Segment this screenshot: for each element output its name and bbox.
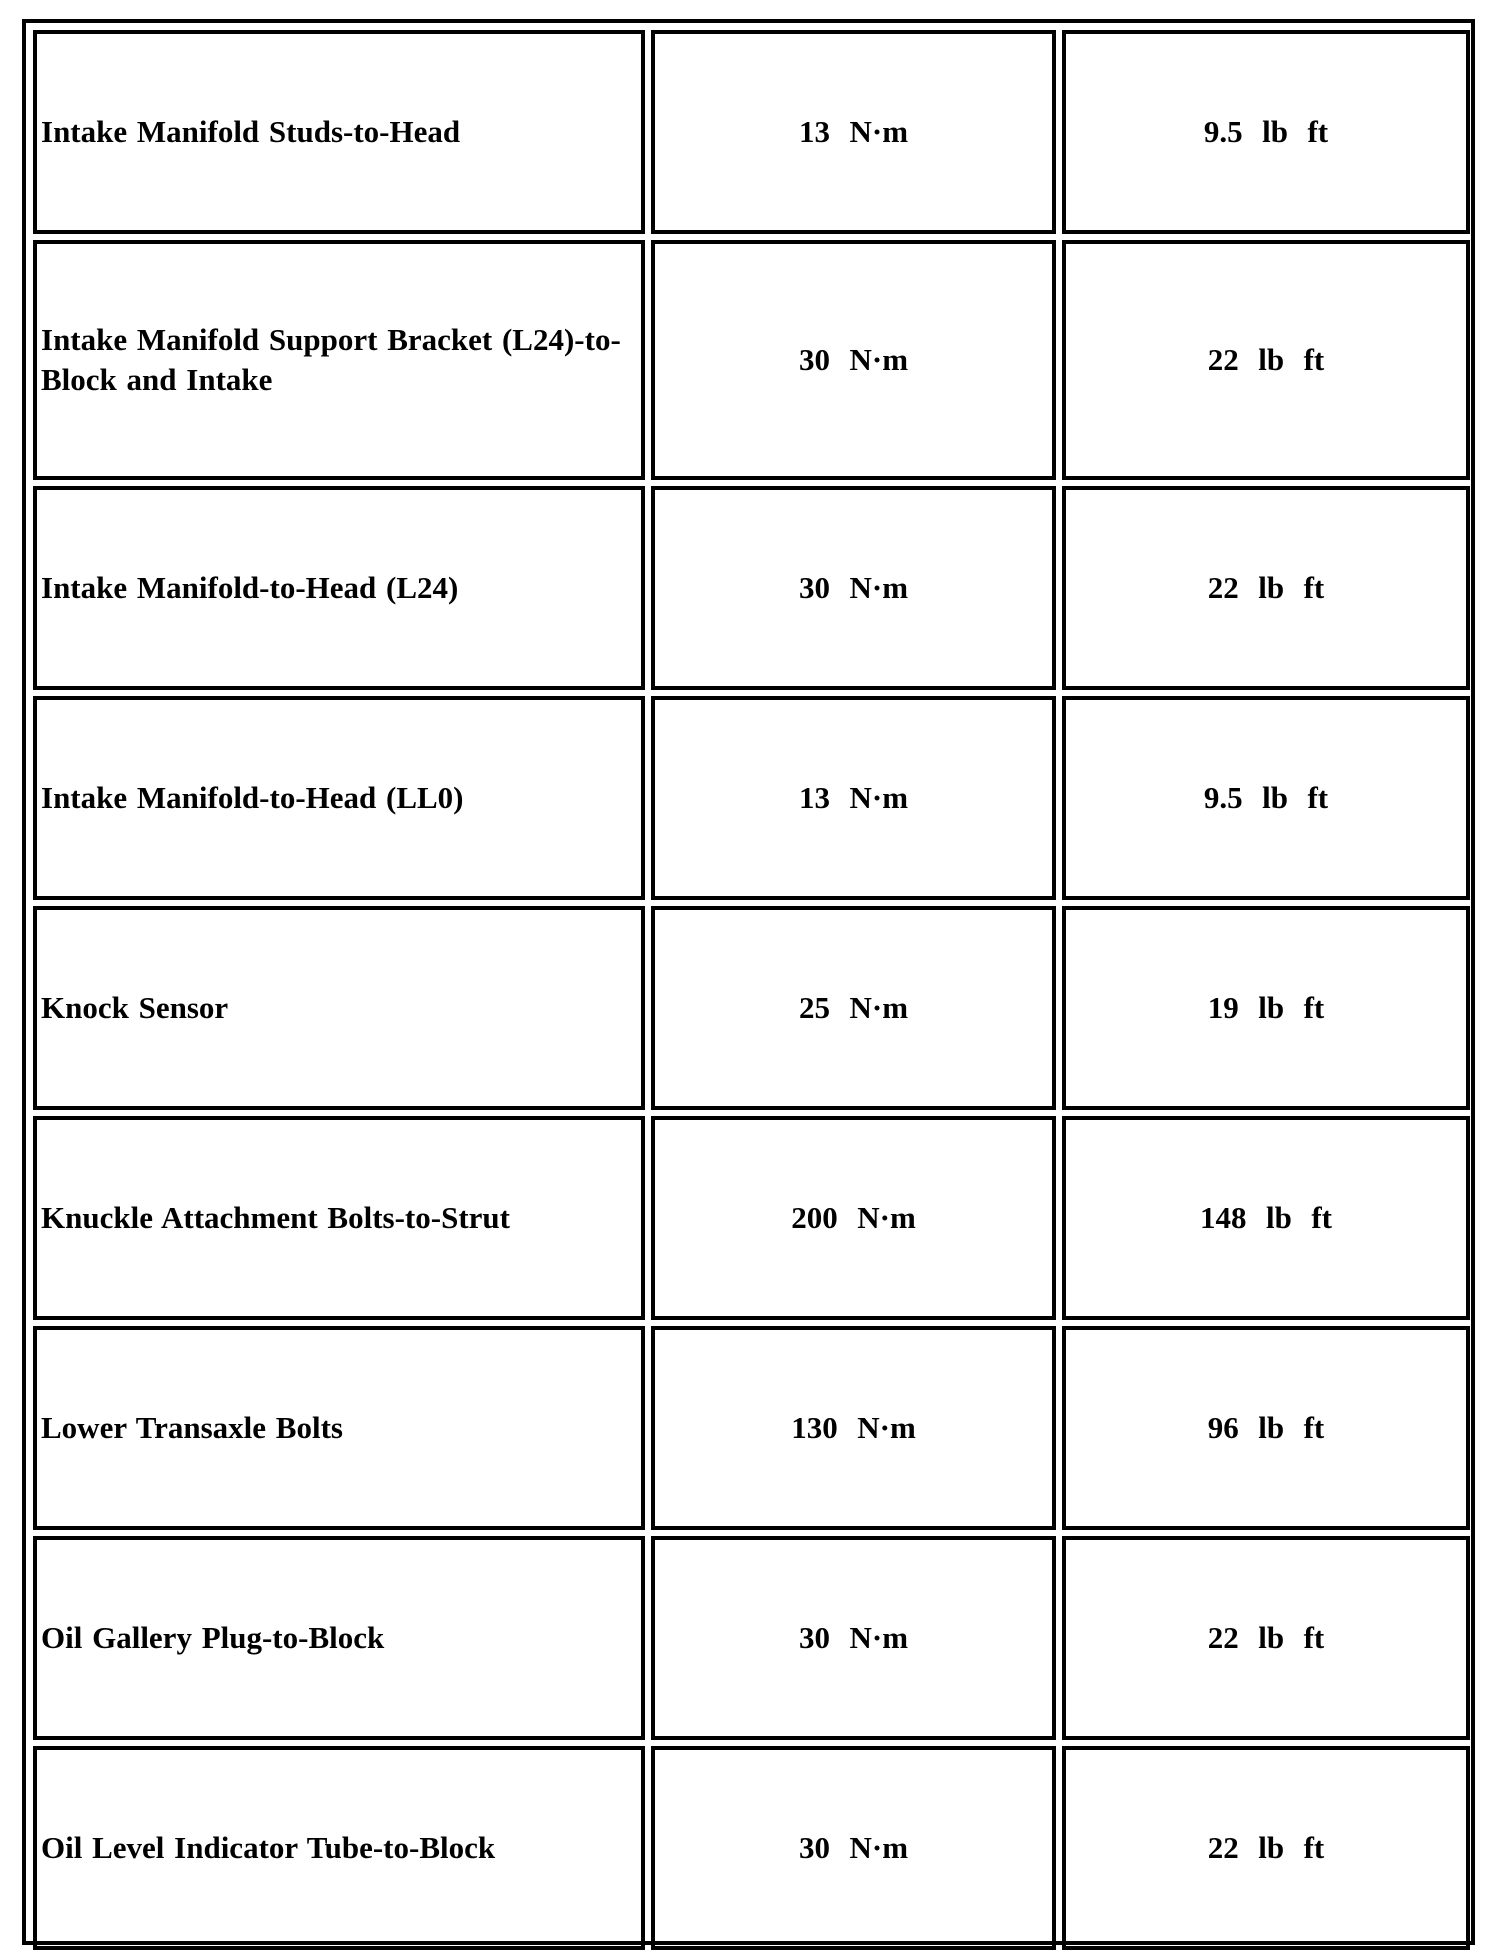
table-row	[33, 906, 1470, 1110]
application-cell: Intake Manifold-to-Head (L24)	[33, 486, 645, 690]
torque-spec-table	[27, 24, 1476, 1956]
english-torque-cell: 9.5 lb ft	[1062, 696, 1470, 900]
english-torque-cell: 22 lb ft	[1062, 486, 1470, 690]
metric-torque-cell: 30 N·m	[651, 240, 1056, 480]
metric-torque-cell: 13 N·m	[651, 696, 1056, 900]
table-row	[33, 1116, 1470, 1320]
table-row	[33, 1326, 1470, 1530]
table-row	[33, 240, 1470, 480]
application-cell: Lower Transaxle Bolts	[33, 1326, 645, 1530]
application-cell: Intake Manifold Studs-to-Head	[33, 30, 645, 234]
english-torque-cell: 22 lb ft	[1062, 1746, 1470, 1950]
table-row	[33, 1746, 1470, 1950]
metric-torque-cell: 25 N·m	[651, 906, 1056, 1110]
english-torque-cell: 22 lb ft	[1062, 1536, 1470, 1740]
metric-torque-cell: 13 N·m	[651, 30, 1056, 234]
english-torque-cell: 148 lb ft	[1062, 1116, 1470, 1320]
table-row	[33, 1536, 1470, 1740]
english-torque-cell: 19 lb ft	[1062, 906, 1470, 1110]
application-cell: Knuckle Attachment Bolts-to-Strut	[33, 1116, 645, 1320]
application-cell: Knock Sensor	[33, 906, 645, 1110]
table-row	[33, 696, 1470, 900]
english-torque-cell: 9.5 lb ft	[1062, 30, 1470, 234]
application-cell: Intake Manifold Support Bracket (L24)-to-Block and Intake	[33, 240, 645, 480]
english-torque-cell: 96 lb ft	[1062, 1326, 1470, 1530]
application-cell: Oil Level Indicator Tube-to-Block	[33, 1746, 645, 1950]
application-cell: Intake Manifold-to-Head (LL0)	[33, 696, 645, 900]
metric-torque-cell: 30 N·m	[651, 1746, 1056, 1950]
english-torque-cell: 22 lb ft	[1062, 240, 1470, 480]
application-cell: Oil Gallery Plug-to-Block	[33, 1536, 645, 1740]
table-row	[33, 486, 1470, 690]
metric-torque-cell: 30 N·m	[651, 486, 1056, 690]
metric-torque-cell: 200 N·m	[651, 1116, 1056, 1320]
metric-torque-cell: 30 N·m	[651, 1536, 1056, 1740]
metric-torque-cell: 130 N·m	[651, 1326, 1056, 1530]
table-row	[33, 30, 1470, 234]
